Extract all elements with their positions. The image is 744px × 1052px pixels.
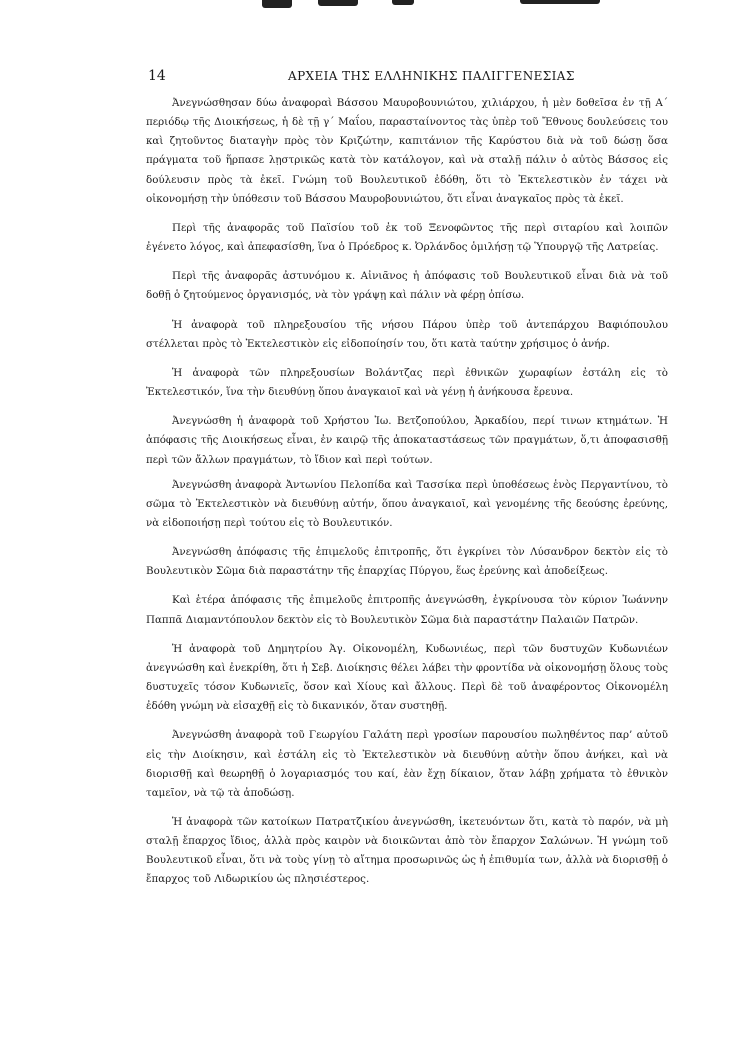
paragraph: Ἡ ἀναφορὰ τῶν πληρεξουσίων Βολάντζας περὶ ἐθνικῶν χωραφίων ἐστάλη εἰς τὸ Ἐκτελεστικόν, ἵνα τὴν διευθύνῃ ὅπου ἀναγκαιοῖ καὶ νὰ γένῃ ἡ ἀνήκουσα ἔρευνα. bbox=[146, 366, 668, 399]
scan-artifact-mark bbox=[318, 0, 358, 6]
scan-artifact-mark bbox=[520, 0, 600, 4]
paragraph: Περὶ τῆς ἀναφορᾶς ἀστυνόμου κ. Αἰνιᾶνος ἡ ἀπόφασις τοῦ Βουλευτικοῦ εἶναι διὰ νὰ τοῦ δοθῇ ὁ ζητούμενος ὀργανισμός, νὰ τὸν γράψῃ καὶ πάλιν νὰ φέρῃ ὀπίσω. bbox=[146, 270, 668, 302]
scan-artifact-mark bbox=[262, 0, 292, 8]
paragraph: Περὶ τῆς ἀναφορᾶς τοῦ Παϊσίου τοῦ ἐκ τοῦ Ξενοφῶντος τῆς περὶ σιταρίου καὶ λοιπῶν ἐγένετο λόγος, καὶ ἀπεφασίσθη, ἵνα ὁ Πρόεδρος κ. Ὀρλάνδος ὁμιλήσῃ τῷ Ὑπουργῷ τῆς Λατρείας. bbox=[146, 221, 668, 254]
page-header bbox=[148, 68, 614, 88]
page-number: 14 bbox=[148, 68, 166, 84]
running-title: ΑΡΧΕΙΑ ΤΗΣ ΕΛΛΗΝΙΚΗΣ ΠΑΛΙΓΓΕΝΕΣΙΑΣ bbox=[288, 69, 575, 83]
paragraph: Ἀνεγνώσθη ἀναφορὰ τοῦ Γεωργίου Γαλάτη περὶ γροσίων παρουσίου πωληθέντος παρ’ αὐτοῦ εἰς τὴν Διοίκησιν, καὶ ἐστάλη εἰς τὸ Ἐκτελεστικὸν νὰ διευθύνῃ αὐτὴν ὅπου ἀνήκει, καὶ νὰ διορισθῇ καὶ θεωρηθῇ ὁ λογαριασμός του καί, ἐὰν ἔχῃ δίκαιον, ὅταν λάβῃ χρήματα τὸ ἐθνικὸν ταμεῖον, νὰ τῷ τὰ ἀποδώσῃ. bbox=[146, 729, 668, 799]
scan-artifact-mark bbox=[392, 0, 414, 5]
paragraph: Ἡ ἀναφορὰ τοῦ Δημητρίου Ἀγ. Οἰκονομέλη, Κυδωνιέως, περὶ τῶν δυστυχῶν Κυδωνιέων ἀνεγνώσθη καὶ ἐνεκρίθη, ὅτι ἡ Σεβ. Διοίκησις θέλει λάβει τὴν φροντίδα νὰ οἰκονομήσῃ ὅλους τοὺς δυστυχεῖς τόσον Κυδωνιεῖς, ὅσον καὶ Χίους καὶ ἄλλους. Περὶ δὲ τοῦ ἀναφέροντος Οἰκονομέλη ἐδόθη γνώμη νὰ εἰσαχθῇ εἰς τὸ δικανικόν, ὅταν συστηθῇ. bbox=[146, 642, 668, 713]
paragraph: Ἡ ἀναφορὰ τοῦ πληρεξουσίου τῆς νήσου Πάρου ὑπὲρ τοῦ ἀντεπάρχου Βαφιόπουλου στέλλεται πρὸς τὸ Ἐκτελεστικὸν εἰς εἰδοποίησίν του, ὅτι κατὰ ταύτην χρήσιμος ὁ ἀνήρ. bbox=[146, 318, 668, 350]
document-body bbox=[146, 94, 668, 900]
paragraph: Ἀνεγνώσθησαν δύω ἀναφοραὶ Βάσσου Μαυροβουνιώτου, χιλιάρχου, ἡ μὲν δοθεῖσα ἐν τῇ Α΄ περιόδῳ τῆς Διοικήσεως, ἡ δὲ τῇ γ΄ Μαΐου, παρασταίνοντος τὰς ὑπὲρ τοῦ Ἔθνους δουλεύσεις του καὶ ζητοῦντος διαταγὴν πρὸς τὸν Κριζώτην, καπιτάνιον τῆς Καρύστου διὰ νὰ τοῦ δώσῃ ὅσα πράγματα τοῦ ἥρπασε λῃστρικῶς κατὰ τὸν κατάλογον, καὶ νὰ σταλῇ πάλιν ὁ αὐτὸς Βάσσος εἰς δούλευσιν πρὸς τὰ ἐκεῖ. Γνώμη τοῦ Βουλευτικοῦ ἐδόθη, ὅτι τὸ Ἐκτελεστικὸν ἐν τάχει νὰ οἰκονομήσῃ τὴν ὑπόθεσιν τοῦ Βάσσου Μαυροβουνιώτου, ὅτι εἶναι ἀναγκαῖος πρὸς τὰ ἐκεῖ. bbox=[146, 97, 668, 205]
paragraph: Ἡ ἀναφορὰ τῶν κατοίκων Πατρατζικίου ἀνεγνώσθη, ἱκετευόντων ὅτι, κατὰ τὸ παρόν, νὰ μὴ σταλῇ ἔπαρχος ἴδιος, ἀλλὰ πρὸς καιρὸν νὰ διοικῶνται ἀπὸ τὸν ἔπαρχον Σαλώνων. Ἡ γνώμη τοῦ Βουλευτικοῦ εἶναι, ὅτι νὰ τοὺς γίνῃ τὸ αἴτημα προσωρινῶς ὡς ἡ ἐπιθυμία των, ἀλλὰ νὰ διορισθῇ ὁ ἔπαρχος τοῦ Λιδωρικίου ὡς πλησιέστερος. bbox=[146, 816, 668, 886]
paragraph: Ἀνεγνώσθη ἀπόφασις τῆς ἐπιμελοῦς ἐπιτροπῆς, ὅτι ἐγκρίνει τὸν Λύσανδρον δεκτὸν εἰς τὸ Βουλευτικὸν Σῶμα διὰ παραστάτην τῆς ἐπαρχίας Πύργου, ἕως ἐρεύνης καὶ ἀποδείξεως. bbox=[146, 546, 668, 578]
paragraph: Ἀνεγνώσθη ἡ ἀναφορὰ τοῦ Χρήστου Ἰω. Βετζοπούλου, Ἀρκαδίου, περί τινων κτημάτων. Ἡ ἀπόφασις τῆς Διοικήσεως εἶναι, ἐν καιρῷ τῆς ἀποκαταστάσεως τῶν πραγμάτων, ὅ,τι ἀποφασισθῇ περὶ τῶν ἄλλων πραγμάτων, τὸ ἴδιον καὶ περὶ τούτων. bbox=[146, 415, 668, 466]
paragraph: Καὶ ἑτέρα ἀπόφασις τῆς ἐπιμελοῦς ἐπιτροπῆς ἀνεγνώσθη, ἐγκρίνουσα τὸν κύριον Ἰωάννην Παππᾶ Διαμαντόπουλον δεκτὸν εἰς τὸ Βουλευτικὸν Σῶμα διὰ παραστάτην Παλαιῶν Πατρῶν. bbox=[146, 594, 668, 626]
paragraph: Ἀνεγνώσθη ἀναφορὰ Ἀντωνίου Πελοπίδα καὶ Τασσίκα περὶ ὑποθέσεως ἑνὸς Περγαντίνου, τὸ σῶμα τὸ Ἐκτελεστικὸν νὰ διευθύνῃ αὐτήν, ὅπου ἀναγκαιοῖ, καὶ γενομένης τῆς δεούσης ἐρεύνης, νὰ εἰδοποιήσῃ περὶ τούτου εἰς τὸ Βουλευτικόν. bbox=[146, 478, 668, 529]
